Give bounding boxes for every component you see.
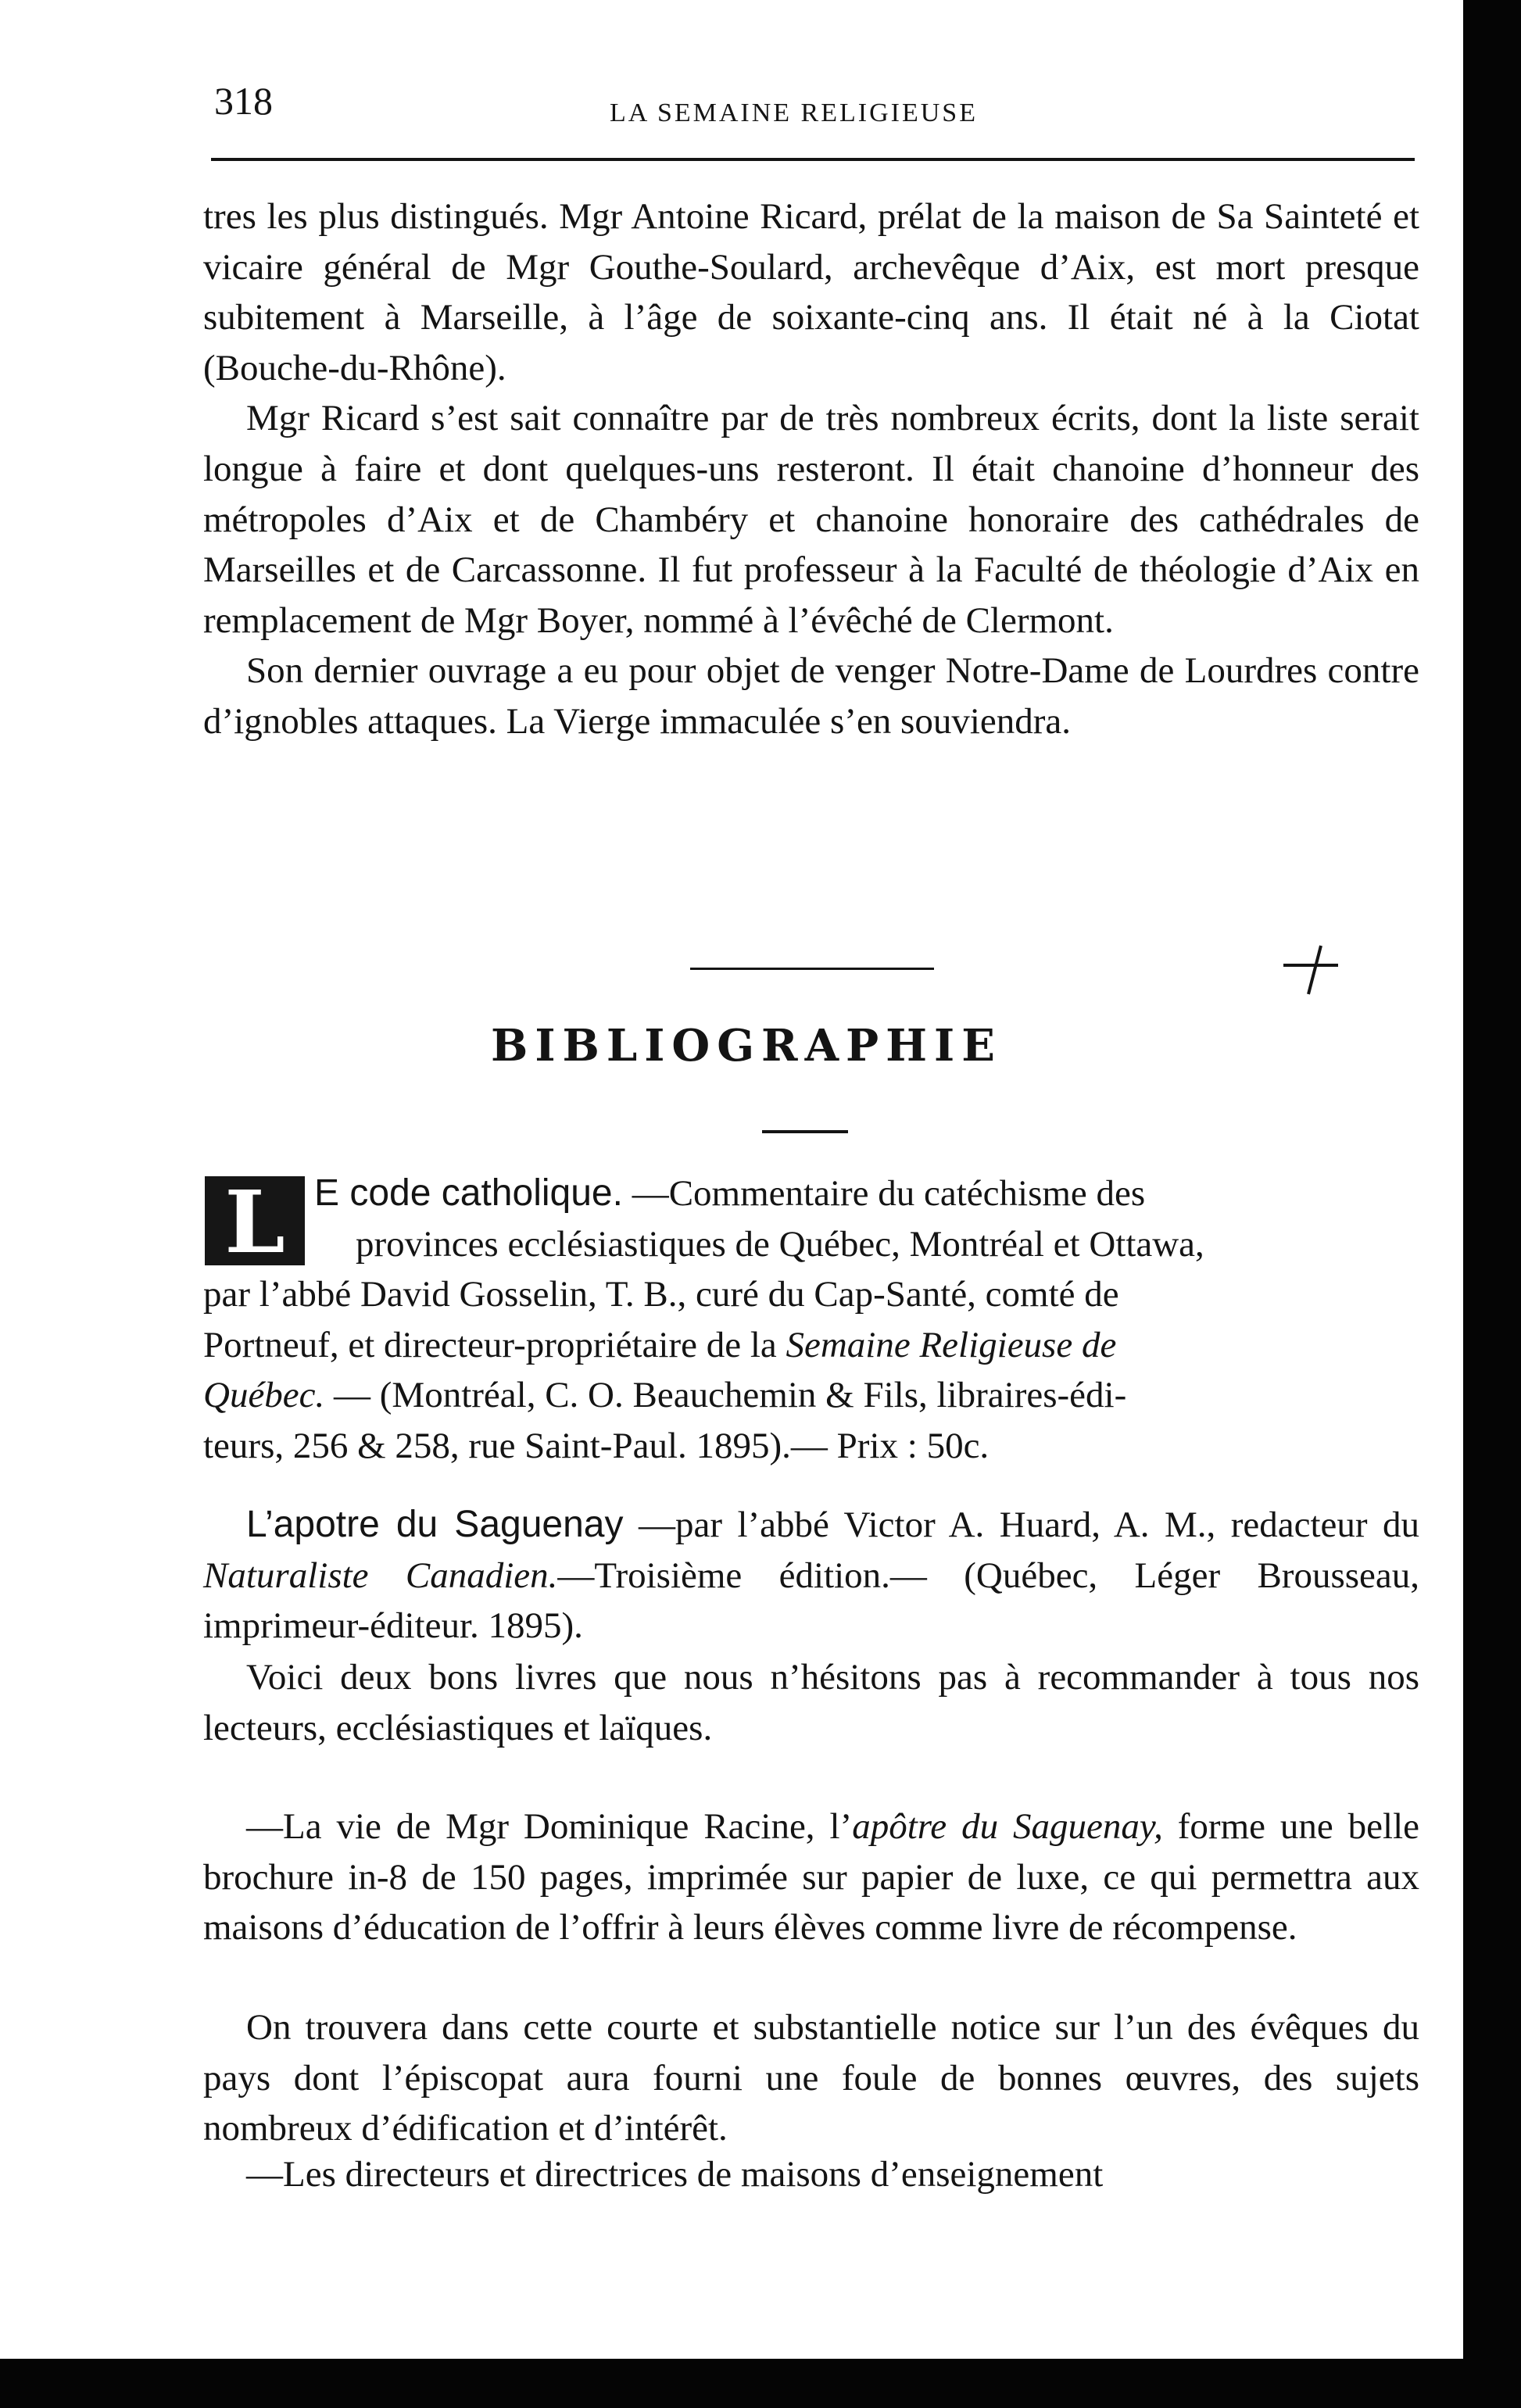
entry-title: L’apotre du Saguenay (246, 1504, 624, 1545)
scan-border-right (1463, 0, 1521, 2408)
running-head: LA SEMAINE RELIGIEUSE (610, 98, 978, 127)
paragraph-recommend (203, 1652, 1419, 1753)
bibliography-entry-code-catholique (203, 1168, 1419, 1472)
page-number: 318 (214, 79, 273, 123)
section-rule (762, 1130, 848, 1133)
entry-line (203, 1168, 1419, 1219)
entry-text: —Commentaire du catéchisme des (622, 1173, 1146, 1214)
entry-line (203, 1370, 1419, 1421)
entry-italic: Naturaliste Canadien. (203, 1555, 558, 1596)
paragraph-writings: Mgr Ricard s’est sait connaître par de très nombreux écrits, dont la liste serait longue à faire et dont quelques-uns resteront. Il était chanoine d’honneur des métropoles d’Aix et de Chambéry et chanoine honoraire des cathédrales de Marseilles et de Carcassonne. Il fut professeur à la Faculté de théologie d’Aix en remplacement de Mgr Boyer, nommé à l’évêché de Clermont. (203, 398, 1419, 641)
entry-text: Portneuf, et directeur-propriétaire de la (203, 1324, 786, 1365)
entry-line (203, 1320, 1419, 1371)
entry-line: teurs, 256 & 258, rue Saint-Paul. 1895).— Prix : 50c. (203, 1425, 990, 1466)
bibliography-entry-apotre-du-saguenay (203, 1500, 1419, 1651)
scan-border-bottom (0, 2359, 1521, 2408)
entry-title: E code catholique. (314, 1172, 623, 1214)
entry-italic: Semaine Religieuse de (786, 1324, 1117, 1365)
paragraph-italic: apôtre du Saguenay, (852, 1806, 1163, 1847)
paragraph-text-part: —La vie de Mgr Dominique Racine, l’ (246, 1806, 853, 1847)
paragraph-text-part: forme une belle brochure in-8 de 150 pages, imprimée sur papier de luxe, ce qui permettra aux maisons d’éducation de l’offrir à leurs élèves comme livre de récompense. (203, 1806, 1420, 1948)
section-title: BIBLIOGRAPHIE (491, 1020, 1002, 1072)
entry-line: par l’abbé David Gosselin, T. B., curé du Cap-Santé, comté de (203, 1274, 1119, 1315)
paragraph-text: —Les directeurs et directrices de maisons d’enseignement (246, 2154, 1104, 2195)
paragraph-directors (203, 2149, 1419, 2200)
paragraph-racine (203, 1802, 1419, 1953)
entry-text: — (Montréal, C. O. Beauchemin & Fils, libraires-édi- (324, 1375, 1127, 1416)
dropcap-letter: L (224, 1172, 285, 1272)
paragraph-text (203, 1802, 1419, 1953)
cross-mark-icon (1276, 938, 1346, 1000)
article-text (203, 191, 1419, 747)
paragraph-text: On trouvera dans cette courte et substantielle notice sur l’un des évêques du pays dont l’épiscopat aura fourni une foule de bonnes œuvres, des sujets nombreux d’édification et d’intérêt. (203, 2007, 1419, 2149)
page-header (211, 78, 1415, 156)
paragraph-notice (203, 2002, 1419, 2154)
entry-paragraph (203, 1500, 1419, 1651)
paragraph-last-work: Son dernier ouvrage a eu pour objet de venger Notre-Dame de Lourdres contre d’ignobles attaques. La Vierge immaculée s’en souviendra. (203, 650, 1419, 742)
entry-italic: Québec. (203, 1375, 325, 1416)
entry-text: —Troisième édition.— (Québec, Léger Brousseau, imprimeur-éditeur. 1895). (203, 1555, 1419, 1647)
entry-line: provinces ecclésiastiques de Québec, Montréal et Ottawa, (356, 1223, 1204, 1265)
paragraph-text: Voici deux bons livres que nous n’hésitons pas à recommander à tous nos lecteurs, ecclésiastiques et laïques. (203, 1657, 1419, 1748)
entry-text: —par l’abbé Victor A. Huard, A. M., redacteur du (623, 1505, 1420, 1545)
paragraph-death-notice: tres les plus distingués. Mgr Antoine Ricard, prélat de la maison de Sa Sainteté et vicaire général de Mgr Gouthe-Soulard, archevêque d’Aix, est mort presque subitement à Marseille, à l’âge de soixante-cinq ans. Il était né à la Ciotat (Bouche-du-Rhône). (203, 196, 1419, 388)
article-end-rule (690, 968, 934, 970)
header-rule (211, 158, 1415, 161)
